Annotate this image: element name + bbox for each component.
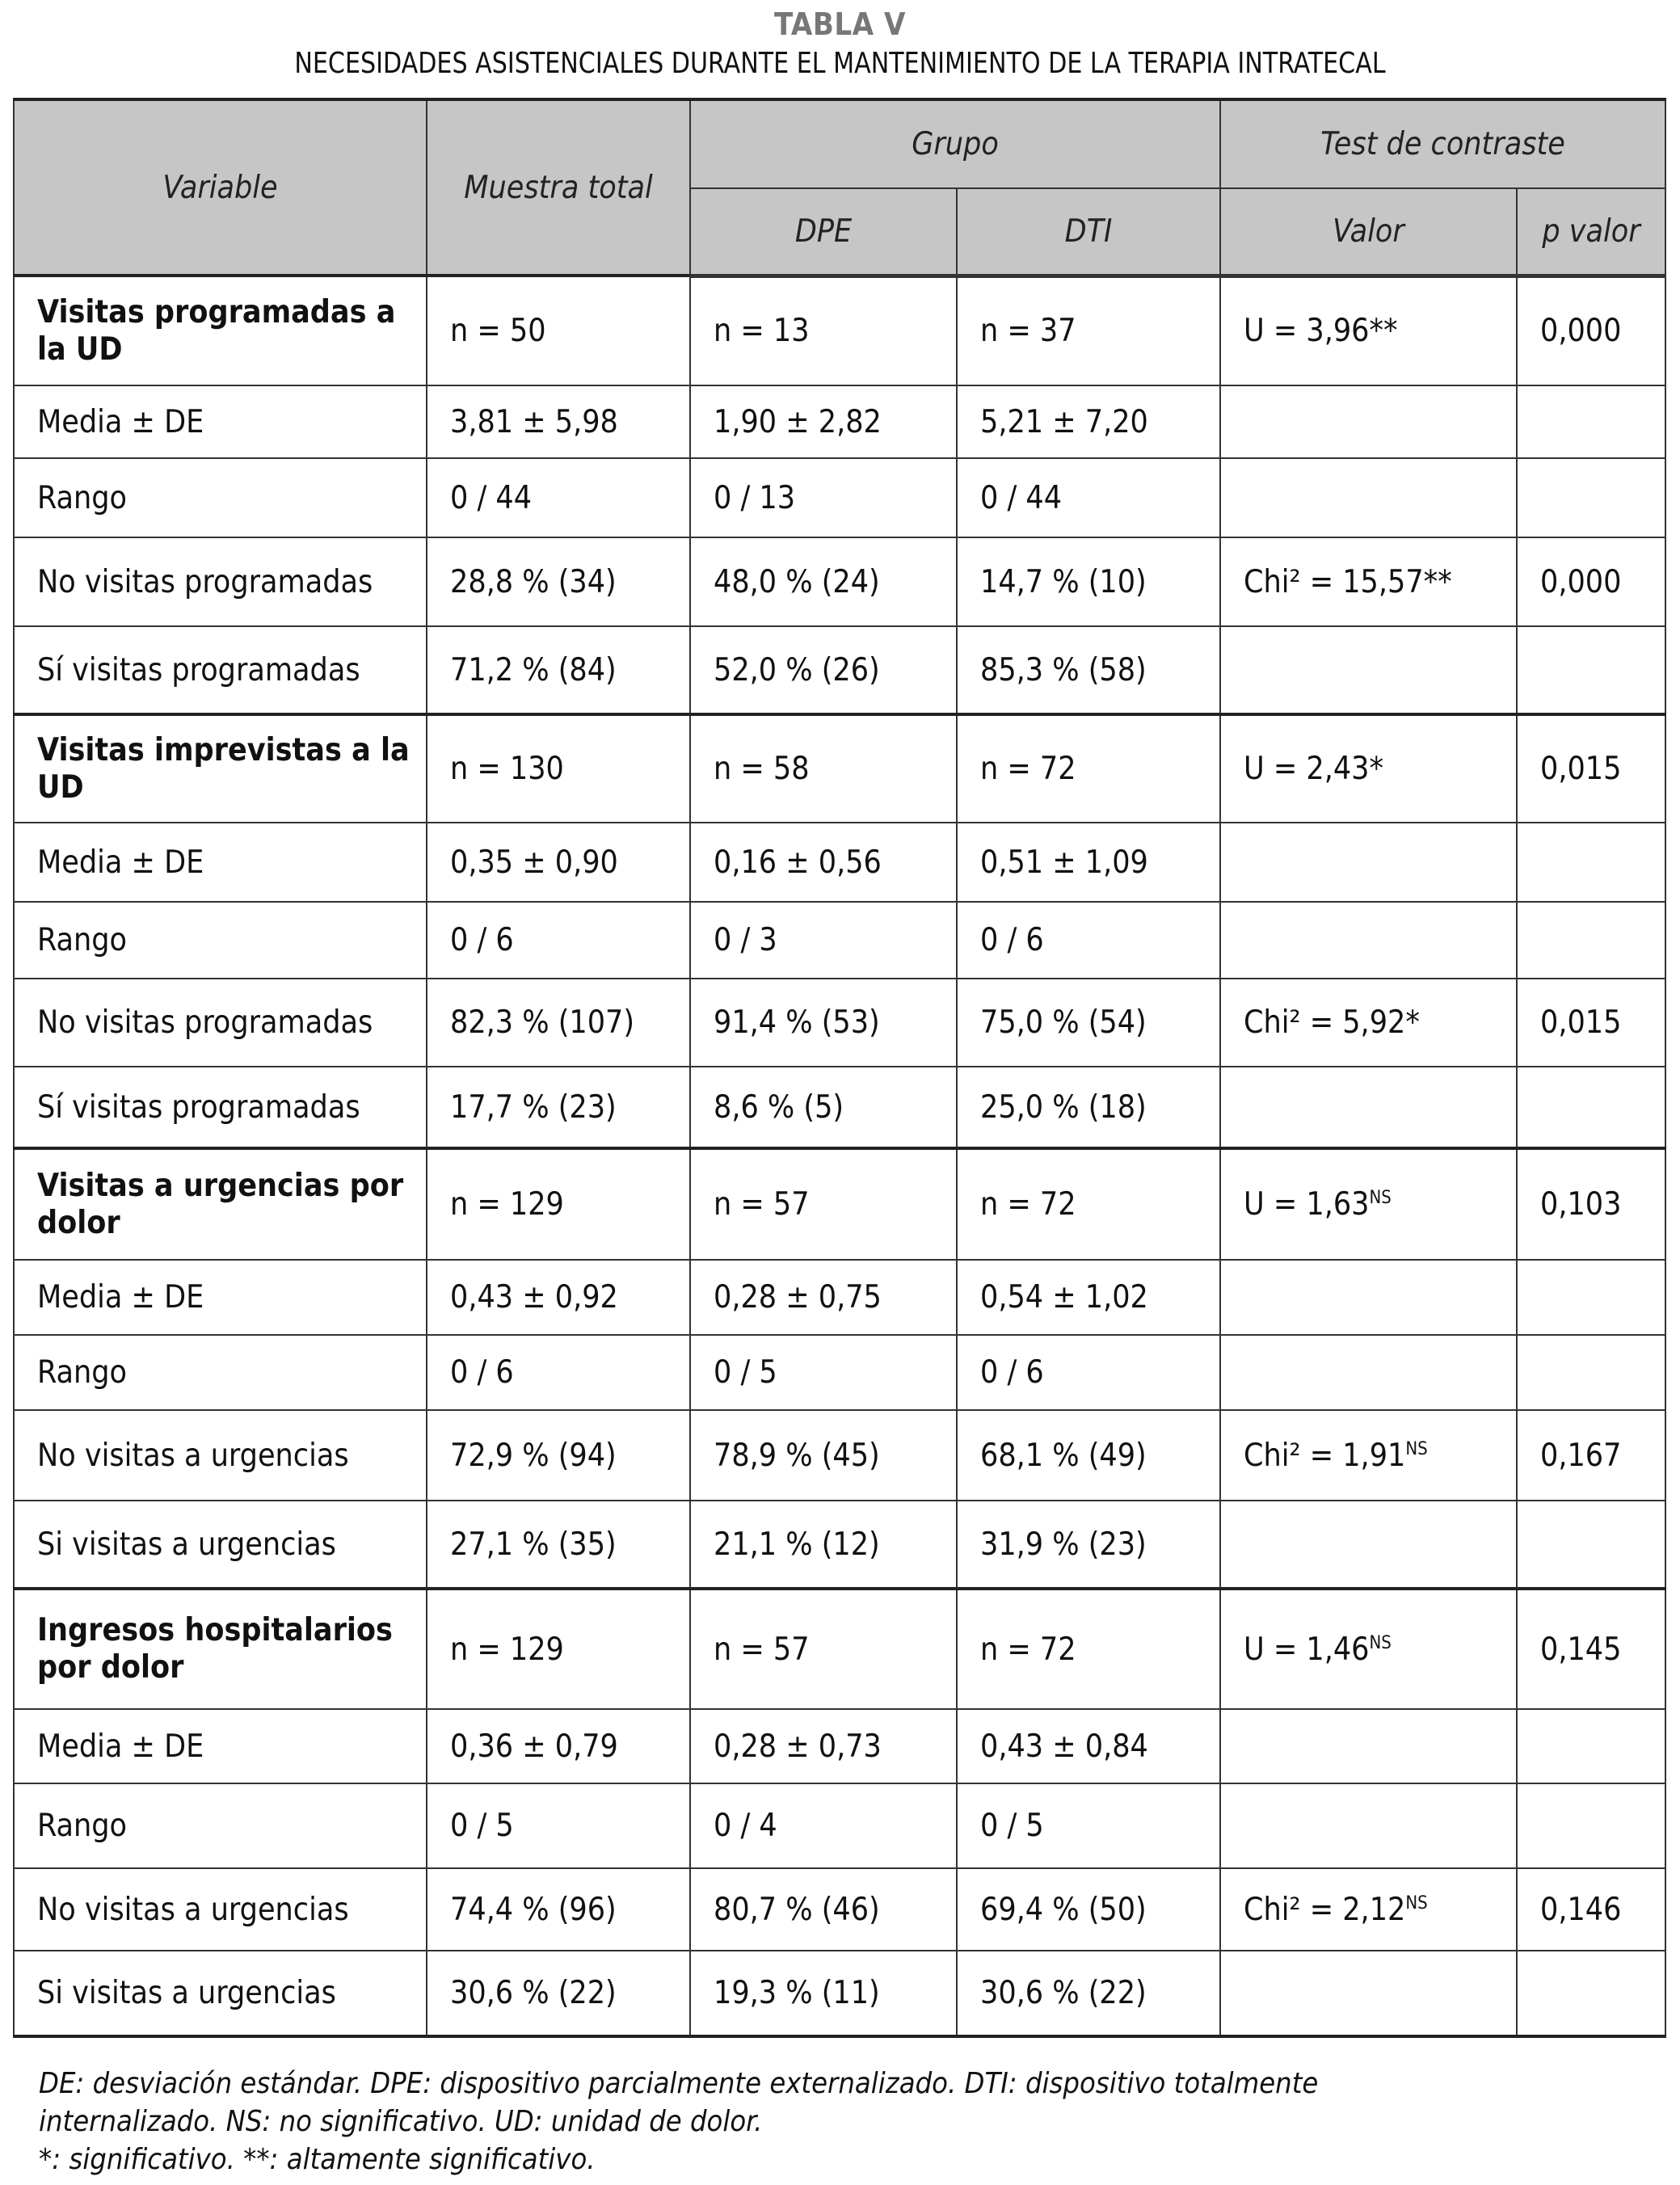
cell-variable xyxy=(14,823,427,902)
cell-dti xyxy=(957,1335,1220,1410)
cell-dpe xyxy=(690,276,957,385)
cell-variable xyxy=(14,1709,427,1783)
cell-total xyxy=(427,1783,690,1868)
cell-text: 0 / 6 xyxy=(980,1354,1044,1391)
table-row xyxy=(14,1783,1665,1868)
cell-valor xyxy=(1220,1868,1517,1951)
table-row xyxy=(14,537,1665,626)
cell-total xyxy=(427,1067,690,1148)
cell-text: 0,146 xyxy=(1540,1891,1622,1928)
cell-p-valor xyxy=(1517,458,1665,537)
cell-dti xyxy=(957,385,1220,458)
cell-dti xyxy=(957,626,1220,714)
table-row xyxy=(14,1709,1665,1783)
cell-text: 0,000 xyxy=(1540,313,1622,350)
cell-valor xyxy=(1220,385,1517,458)
cell-text: Media ± DE xyxy=(37,844,204,881)
cell-text: n = 72 xyxy=(980,1631,1076,1668)
data-table xyxy=(13,98,1666,2038)
cell-text: Visitas programadas a la UD xyxy=(37,293,396,368)
cell-valor xyxy=(1220,1260,1517,1335)
cell-text: 68,1 % (49) xyxy=(980,1437,1147,1474)
cell-p-valor xyxy=(1517,1067,1665,1148)
cell-text: 0,43 ± 0,84 xyxy=(980,1728,1148,1765)
cell-dti xyxy=(957,1148,1220,1260)
header-dti: DTI xyxy=(957,188,1220,276)
cell-text: 75,0 % (54) xyxy=(980,1004,1147,1041)
cell-valor xyxy=(1220,1410,1517,1501)
cell-dti xyxy=(957,537,1220,626)
cell-text: n = 72 xyxy=(980,1186,1076,1223)
cell-total xyxy=(427,1868,690,1951)
cell-text: 0,000 xyxy=(1540,563,1622,600)
cell-text: 1,90 ± 2,82 xyxy=(714,403,882,440)
cell-text: 0,16 ± 0,56 xyxy=(714,844,882,881)
cell-dti xyxy=(957,979,1220,1067)
cell-p-valor xyxy=(1517,1410,1665,1501)
cell-text: 48,0 % (24) xyxy=(714,563,880,600)
cell-text: 0,28 ± 0,75 xyxy=(714,1279,882,1316)
table-row xyxy=(14,1260,1665,1335)
cell-total xyxy=(427,1501,690,1589)
cell-text: n = 58 xyxy=(714,751,810,787)
cell-dpe xyxy=(690,385,957,458)
cell-variable xyxy=(14,714,427,823)
cell-text: n = 37 xyxy=(980,313,1076,350)
cell-total xyxy=(427,902,690,979)
cell-text: 0 / 6 xyxy=(980,922,1044,958)
cell-valor xyxy=(1220,276,1517,385)
cell-p-valor xyxy=(1517,1260,1665,1335)
cell-text: 0 / 44 xyxy=(980,479,1063,516)
cell-text: 0,015 xyxy=(1540,1004,1622,1041)
cell-text: 8,6 % (5) xyxy=(714,1088,844,1126)
cell-text: 0,51 ± 1,09 xyxy=(980,844,1148,881)
cell-text: 0 / 6 xyxy=(450,1354,514,1391)
table-row xyxy=(14,626,1665,714)
cell-valor xyxy=(1220,979,1517,1067)
cell-valor xyxy=(1220,1709,1517,1783)
cell-variable xyxy=(14,1868,427,1951)
cell-dti xyxy=(957,276,1220,385)
cell-text: 0,167 xyxy=(1540,1437,1622,1474)
cell-text: Visitas imprevistas a la UD xyxy=(37,731,410,806)
cell-valor xyxy=(1220,1501,1517,1589)
cell-variable xyxy=(14,1148,427,1260)
cell-text: 25,0 % (18) xyxy=(980,1088,1147,1126)
cell-p-valor xyxy=(1517,1868,1665,1951)
table-row xyxy=(14,1067,1665,1148)
cell-p-valor xyxy=(1517,979,1665,1067)
cell-text: 0,35 ± 0,90 xyxy=(450,844,618,881)
cell-total xyxy=(427,714,690,823)
cell-text: 3,81 ± 5,98 xyxy=(450,403,618,440)
table-row xyxy=(14,458,1665,537)
cell-valor xyxy=(1220,823,1517,902)
cell-variable xyxy=(14,1067,427,1148)
cell-variable xyxy=(14,626,427,714)
cell-text: 0 / 4 xyxy=(714,1808,777,1844)
cell-text: 17,7 % (23) xyxy=(450,1088,617,1126)
cell-dpe xyxy=(690,1709,957,1783)
footnote-line: DE: desviación estándar. DPE: dispositivo parcialmente externalizado. DTI: dispositivo totalmente xyxy=(39,2067,1319,2100)
cell-total xyxy=(427,823,690,902)
cell-dti xyxy=(957,823,1220,902)
cell-p-valor xyxy=(1517,1335,1665,1410)
cell-p-valor xyxy=(1517,1148,1665,1260)
cell-dpe xyxy=(690,1260,957,1335)
cell-p-valor xyxy=(1517,276,1665,385)
cell-dti xyxy=(957,902,1220,979)
cell-variable xyxy=(14,1951,427,2036)
cell-variable xyxy=(14,458,427,537)
cell-valor xyxy=(1220,1148,1517,1260)
cell-text: Media ± DE xyxy=(37,1728,204,1765)
cell-dti xyxy=(957,1783,1220,1868)
cell-text: Rango xyxy=(37,479,128,516)
cell-dpe xyxy=(690,714,957,823)
table-row xyxy=(14,1951,1665,2036)
cell-text: 14,7 % (10) xyxy=(980,563,1147,600)
cell-valor xyxy=(1220,537,1517,626)
cell-text: Sí visitas programadas xyxy=(37,651,360,688)
cell-text: 0,015 xyxy=(1540,751,1622,787)
header-p: p valor xyxy=(1517,188,1665,276)
cell-text: No visitas a urgencias xyxy=(37,1437,349,1474)
cell-valor xyxy=(1220,1067,1517,1148)
footnote-line: internalizado. NS: no significativo. UD: unidad de dolor. xyxy=(39,2105,763,2138)
footnote-line: *: significativo. **: altamente significativo. xyxy=(39,2143,596,2176)
cell-variable xyxy=(14,537,427,626)
cell-p-valor xyxy=(1517,714,1665,823)
cell-total xyxy=(427,1148,690,1260)
cell-text: n = 72 xyxy=(980,751,1076,787)
cell-text: 78,9 % (45) xyxy=(714,1437,880,1474)
cell-p-valor xyxy=(1517,1501,1665,1589)
cell-dti xyxy=(957,458,1220,537)
cell-text: n = 129 xyxy=(450,1631,564,1668)
cell-text: n = 50 xyxy=(450,313,546,349)
cell-valor xyxy=(1220,1335,1517,1410)
cell-text: 0 / 44 xyxy=(450,479,533,516)
cell-text: 0 / 5 xyxy=(980,1808,1044,1844)
cell-dpe xyxy=(690,1783,957,1868)
table-row xyxy=(14,979,1665,1067)
cell-text: 5,21 ± 7,20 xyxy=(980,403,1148,440)
cell-dpe xyxy=(690,1868,957,1951)
cell-p-valor xyxy=(1517,1951,1665,2036)
cell-dpe xyxy=(690,823,957,902)
cell-text: 91,4 % (53) xyxy=(714,1004,880,1041)
cell-p-valor xyxy=(1517,537,1665,626)
cell-variable xyxy=(14,1410,427,1501)
header-valor: Valor xyxy=(1220,188,1517,276)
cell-dti xyxy=(957,1410,1220,1501)
cell-variable xyxy=(14,1589,427,1709)
table-row xyxy=(14,902,1665,979)
cell-p-valor xyxy=(1517,1709,1665,1783)
header-dpe: DPE xyxy=(690,188,957,276)
cell-dpe xyxy=(690,1067,957,1148)
cell-valor xyxy=(1220,626,1517,714)
table-row xyxy=(14,1868,1665,1951)
cell-total xyxy=(427,1410,690,1501)
cell-text: 0 / 3 xyxy=(714,922,777,958)
cell-text: 0,36 ± 0,79 xyxy=(450,1728,618,1765)
cell-text: 30,6 % (22) xyxy=(450,1975,617,2011)
cell-text: Rango xyxy=(37,1808,128,1844)
cell-text: 0 / 5 xyxy=(450,1808,514,1844)
table-subtitle: NECESIDADES ASISTENCIALES DURANTE EL MANTENIMIENTO DE LA TERAPIA INTRATECAL xyxy=(294,47,1386,80)
cell-total xyxy=(427,385,690,458)
cell-total xyxy=(427,1335,690,1410)
cell-text: No visitas a urgencias xyxy=(37,1891,349,1928)
cell-p-valor xyxy=(1517,1783,1665,1868)
header-variable: Variable xyxy=(14,99,427,276)
cell-text: 69,4 % (50) xyxy=(980,1891,1147,1928)
cell-variable xyxy=(14,1260,427,1335)
cell-text: 0 / 6 xyxy=(450,922,514,958)
cell-dti xyxy=(957,1868,1220,1951)
cell-valor xyxy=(1220,458,1517,537)
cell-text: 72,9 % (94) xyxy=(450,1437,617,1474)
cell-dti xyxy=(957,1067,1220,1148)
table-group-row xyxy=(14,1589,1665,1709)
cell-valor xyxy=(1220,714,1517,823)
cell-variable xyxy=(14,1783,427,1868)
header-grupo: Grupo xyxy=(690,99,1220,188)
cell-variable xyxy=(14,1335,427,1410)
cell-text: 30,6 % (22) xyxy=(980,1975,1147,2011)
cell-text: 52,0 % (26) xyxy=(714,651,880,688)
cell-text: Chi² = 1,91 xyxy=(1244,1437,1406,1474)
cell-dpe xyxy=(690,1589,957,1709)
cell-text: n = 129 xyxy=(450,1186,564,1223)
cell-p-valor xyxy=(1517,1589,1665,1709)
cell-text: 71,2 % (84) xyxy=(450,651,617,688)
cell-valor xyxy=(1220,902,1517,979)
cell-dti xyxy=(957,1709,1220,1783)
table-group-row xyxy=(14,276,1665,385)
cell-dpe xyxy=(690,1951,957,2036)
cell-text: Media ± DE xyxy=(37,403,204,440)
cell-p-valor xyxy=(1517,385,1665,458)
cell-dti xyxy=(957,1951,1220,2036)
cell-p-valor xyxy=(1517,902,1665,979)
cell-dpe xyxy=(690,1410,957,1501)
cell-total xyxy=(427,1709,690,1783)
significance-marker: NS xyxy=(1405,1892,1428,1913)
cell-dti xyxy=(957,1260,1220,1335)
cell-text: Chi² = 2,12 xyxy=(1244,1891,1406,1928)
cell-text: 74,4 % (96) xyxy=(450,1891,617,1928)
cell-dpe xyxy=(690,1501,957,1589)
cell-text: 85,3 % (58) xyxy=(980,651,1147,688)
cell-total xyxy=(427,458,690,537)
cell-text: 31,9 % (23) xyxy=(980,1526,1147,1563)
cell-total xyxy=(427,979,690,1067)
footnotes xyxy=(39,2065,1318,2179)
table-title: TABLA V xyxy=(774,6,906,42)
cell-total xyxy=(427,1260,690,1335)
cell-variable xyxy=(14,1501,427,1589)
cell-text: n = 13 xyxy=(714,313,810,350)
cell-variable xyxy=(14,276,427,385)
cell-text: Chi² = 5,92* xyxy=(1244,1004,1420,1041)
cell-text: Si visitas a urgencias xyxy=(37,1526,336,1563)
cell-variable xyxy=(14,902,427,979)
cell-text: Media ± DE xyxy=(37,1279,204,1316)
cell-dpe xyxy=(690,537,957,626)
cell-text: U = 3,96** xyxy=(1244,313,1398,350)
cell-text: Chi² = 15,57** xyxy=(1244,563,1452,600)
cell-valor xyxy=(1220,1783,1517,1868)
cell-dti xyxy=(957,714,1220,823)
cell-text: Sí visitas programadas xyxy=(37,1088,360,1126)
cell-text: 0,103 xyxy=(1540,1186,1622,1223)
cell-text: 0,145 xyxy=(1540,1631,1622,1668)
cell-variable xyxy=(14,385,427,458)
cell-text: Rango xyxy=(37,1354,128,1391)
cell-text: 82,3 % (107) xyxy=(450,1004,635,1041)
cell-text: 19,3 % (11) xyxy=(714,1975,880,2011)
cell-text: 21,1 % (12) xyxy=(714,1526,880,1563)
cell-text: U = 1,46 xyxy=(1244,1631,1370,1668)
cell-text: n = 130 xyxy=(450,751,564,787)
cell-valor xyxy=(1220,1951,1517,2036)
header-test: Test de contraste xyxy=(1220,99,1665,188)
cell-text: Rango xyxy=(37,922,128,958)
cell-dti xyxy=(957,1589,1220,1709)
significance-marker: NS xyxy=(1369,1632,1392,1653)
cell-dti xyxy=(957,1501,1220,1589)
cell-text: No visitas programadas xyxy=(37,563,373,600)
cell-text: Si visitas a urgencias xyxy=(37,1975,336,2011)
cell-dpe xyxy=(690,1335,957,1410)
table-row xyxy=(14,823,1665,902)
cell-text: Ingresos hospitalarios por dolor xyxy=(37,1612,393,1686)
cell-text: 28,8 % (34) xyxy=(450,563,617,600)
cell-valor xyxy=(1220,1589,1517,1709)
cell-text: 0 / 5 xyxy=(714,1354,777,1391)
cell-dpe xyxy=(690,979,957,1067)
cell-text: n = 57 xyxy=(714,1631,810,1668)
cell-text: 80,7 % (46) xyxy=(714,1891,880,1928)
table-body xyxy=(14,276,1665,2036)
cell-variable xyxy=(14,979,427,1067)
table-group-row xyxy=(14,1148,1665,1260)
cell-dpe xyxy=(690,626,957,714)
cell-text: Visitas a urgencias por dolor xyxy=(37,1167,404,1241)
table-row xyxy=(14,1335,1665,1410)
table-group-row xyxy=(14,714,1665,823)
header-total: Muestra total xyxy=(427,99,690,276)
cell-total xyxy=(427,276,690,385)
cell-dpe xyxy=(690,1148,957,1260)
table-row xyxy=(14,1501,1665,1589)
cell-text: 0,43 ± 0,92 xyxy=(450,1279,618,1316)
cell-text: 0,54 ± 1,02 xyxy=(980,1279,1148,1316)
cell-p-valor xyxy=(1517,626,1665,714)
cell-total xyxy=(427,537,690,626)
cell-dpe xyxy=(690,458,957,537)
cell-total xyxy=(427,1589,690,1709)
cell-text: n = 57 xyxy=(714,1186,810,1223)
cell-total xyxy=(427,1951,690,2036)
table-row xyxy=(14,1410,1665,1501)
significance-marker: NS xyxy=(1405,1438,1428,1459)
cell-total xyxy=(427,626,690,714)
cell-text: 27,1 % (35) xyxy=(450,1526,617,1563)
cell-text: 0,28 ± 0,73 xyxy=(714,1728,882,1765)
cell-text: U = 2,43* xyxy=(1244,751,1384,787)
cell-text: No visitas programadas xyxy=(37,1004,373,1041)
significance-marker: NS xyxy=(1369,1188,1392,1208)
cell-p-valor xyxy=(1517,823,1665,902)
cell-text: 0 / 13 xyxy=(714,479,796,516)
table-row xyxy=(14,385,1665,458)
cell-text: U = 1,63 xyxy=(1244,1186,1370,1223)
cell-dpe xyxy=(690,902,957,979)
